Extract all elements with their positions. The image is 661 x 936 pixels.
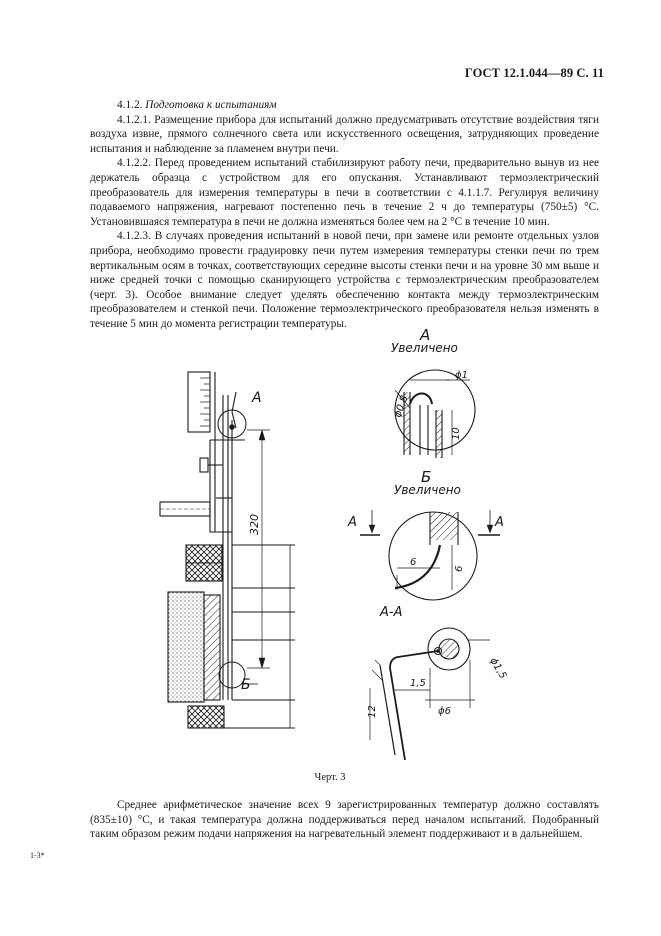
dim-320: 320	[248, 514, 261, 535]
paragraph-4-1-2-3: 4.1.2.3. В случаях проведения испытаний в новой печи, при замене или ремонте отдельных узлов прибора, необходимо провести градуировку печи путем измерения температуры стенки печи по трем вертикальным осям в точках, соответствующих середине высоты стенки печи и на уровне 30 мм выше и ниже средней точки с помощью сканирующего устройства с термоэлектрическим преобразователем (черт. 3). Особое внимание следует уделять обеспечению контакта между термоэлектрическим преобразователем и стенкой печи. Положение термоэлектрического преобразователя нельзя изменять в течение 5 мин до момента регистрации температуры.	[90, 230, 599, 330]
paragraph-4-1-2-1: 4.1.2.1. Размещение прибора для испытаний должно предусматривать отсутствие воздействия тяги воздуха извне, прямого солнечного света или искусственного освещения, затрудняющих проведение испытания и наблюдение за пламенем внутри печи.	[90, 113, 599, 155]
closing-text	[90, 798, 599, 842]
page-header: ГОСТ 12.1.044—89 С. 11	[464, 66, 604, 80]
cut-left-label: А	[348, 515, 357, 530]
detail-a	[395, 370, 475, 458]
view-b-note: Увеличено	[394, 483, 461, 497]
detail-b	[360, 510, 500, 600]
dim-b6h: 6	[410, 557, 417, 568]
cut-right-label: А	[495, 515, 504, 530]
callout-b-label: Б	[241, 677, 251, 693]
closing-paragraph: Среднее арифметическое значение всех 9 зарегистрированных температур должно составлять (835±10) °С, и такая температура должна поддерживаться перед началом испытаний. Подобранный таким образом режим подачи напряжения на нагревательный элемент поддерживают и в дальнейшем.	[90, 799, 599, 841]
dim-10: 10	[451, 427, 462, 440]
dim-off15: 1,5	[410, 678, 426, 689]
section-title: Подготовка к испытаниям	[145, 99, 277, 111]
callout-a-label: А	[252, 390, 262, 406]
dim-d08: ϕ0,8	[392, 394, 411, 420]
view-b-title: Б	[421, 468, 432, 486]
dim-d15: ϕ1,5	[487, 656, 509, 681]
dim-b6v: 6	[454, 565, 465, 572]
dim-d1: ϕ1	[455, 370, 468, 381]
view-a-note: Увеличено	[391, 341, 458, 355]
view-a-title: А	[420, 326, 431, 344]
page-footnote: 1-3*	[30, 851, 45, 860]
dim-d6: ϕ6	[438, 706, 451, 717]
section-aa-title: А-А	[380, 605, 403, 620]
section-aa	[370, 628, 490, 760]
paragraph-4-1-2-2: 4.1.2.2. Перед проведением испытаний стабилизируют работу печи, предварительно вынув из нее держатель образца с устройством для его опускания. Устанавливают термоэлектрический преобразователь для измерения температуры в печи в соответствии с 4.1.1.7. Регулируя величину подаваемого напряжения, нагревают постепенно печь в течение 2 ч до температуры (750±5) °С. Установившаяся температура в печи не должна изменяться более чем на 2 °С в течение 10 мин.	[90, 157, 599, 228]
dim-12: 12	[367, 705, 378, 718]
section-number: 4.1.2.	[117, 99, 143, 111]
figure-caption: Черт. 3	[314, 772, 346, 783]
main-assembly	[160, 372, 295, 728]
